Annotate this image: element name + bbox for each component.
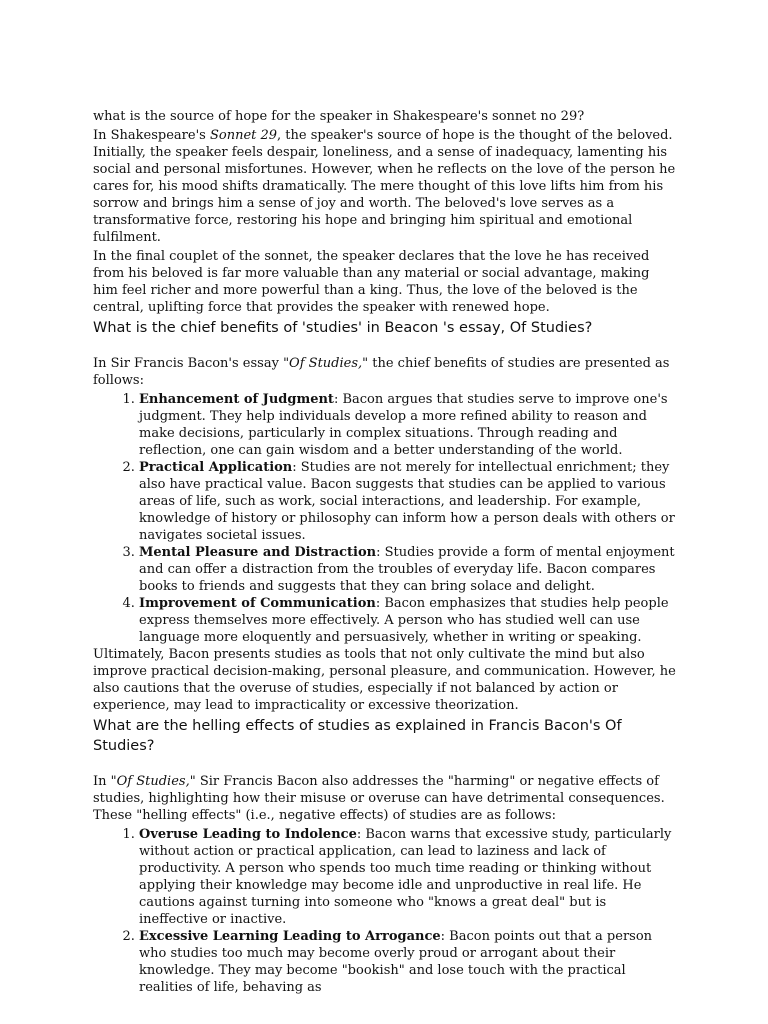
list-item-title: Excessive Learning Leading to Arrogance: [139, 929, 441, 944]
text-run: In: [93, 774, 111, 789]
text-run: Sir Francis Bacon also addresses the "harming" or negative effects of studies, highlighting how their misuse or overuse can have detrimental consequences. These "helling effects" (i.e., negative effects) of studies are as follows:: [93, 774, 665, 823]
harmful-effects-intro: [93, 773, 678, 824]
list-item-text: : Studies provide a form of mental enjoyment and can offer a distraction from the troubles of everyday life. Bacon compares books to friends and suggests that they can bring solace and delight.: [139, 545, 675, 594]
list-item-title: Enhancement of Judgment: [139, 392, 334, 407]
text-run: the chief benefits of studies are presented as follows:: [93, 356, 670, 388]
heading-benefits-of-studies: What is the chief benefits of 'studies' in Beacon 's essay, Of Studies?: [93, 320, 593, 336]
list-item-text: : Bacon warns that excessive study, particularly without action or practical application, can lead to laziness and lack of productivity. A person who spends too much time reading or thinking without applying their knowledge may become idle and unproductive in real life. He cautions against turning into someone who "knows a great deal" but is ineffective or inactive.: [139, 827, 672, 927]
text-run: In Sir Francis Bacon's essay: [93, 356, 284, 371]
benefits-list: [93, 391, 678, 646]
list-item: [139, 544, 678, 595]
answer-paragraph-1: [93, 127, 678, 246]
question-sonnet-29: what is the source of hope for the speaker in Shakespeare's sonnet no 29?: [93, 109, 585, 124]
list-item-text: : Bacon points out that a person who studies too much may become overly proud or arrogant about their knowledge. They may become "bookish" and lose touch with the practical realities of life, behaving as: [139, 929, 653, 995]
text-run: In Shakespeare's: [93, 128, 210, 143]
italic-title: "Of Studies,": [283, 356, 369, 371]
benefits-intro: [93, 355, 678, 389]
document-page: [93, 108, 678, 996]
benefits-conclusion: Ultimately, Bacon presents studies as tools that not only cultivate the mind but also improve practical decision-making, personal pleasure, and communication. However, he also cautions that the overuse of studies, especially if not balanced by action or experience, may lead to impracticality or excessive theorization.: [93, 647, 676, 713]
list-item: [139, 595, 678, 646]
list-item-title: Practical Application: [139, 460, 293, 475]
list-item: [139, 391, 678, 459]
heading-harmful-effects: What are the helling effects of studies as explained in Francis Bacon's Of Studies?: [93, 718, 622, 754]
italic-title: "Of Studies,": [110, 774, 196, 789]
list-item: [139, 459, 678, 544]
list-item-text: : Studies are not merely for intellectual enrichment; they also have practical value. Bacon suggests that studies can be applied to various areas of life, such as work, social interactions, and leadership. For example, knowledge of history or philosophy can inform how a person deals with others or navigates societal issues.: [139, 460, 675, 543]
harmful-effects-list: [93, 826, 678, 996]
answer-paragraph-2: In the final couplet of the sonnet, the speaker declares that the love he has received from his beloved is far more valuable than any material or social advantage, making him feel richer and more powerful than a king. Thus, the love of the beloved is the central, uplifting force that provides the speaker with renewed hope.: [93, 249, 650, 315]
italic-title: Sonnet 29: [209, 128, 278, 143]
list-item-text: : Bacon emphasizes that studies help people express themselves more effectively. A person who has studied well can use language more eloquently and persuasively, whether in writing or speaking.: [139, 596, 669, 645]
list-item-title: Overuse Leading to Indolence: [139, 827, 357, 842]
list-item: [139, 826, 678, 928]
list-item-title: Improvement of Communication: [139, 596, 376, 611]
list-item-text: : Bacon argues that studies serve to improve one's judgment. They help individuals develop a more refined ability to reason and make decisions, particularly in complex situations. Through reading and reflection, one can gain wisdom and a better understanding of the world.: [139, 392, 668, 458]
list-item-title: Mental Pleasure and Distraction: [139, 545, 377, 560]
list-item: [139, 928, 678, 996]
text-run: , the speaker's source of hope is the thought of the beloved. Initially, the speaker feels despair, loneliness, and a sense of inadequacy, lamenting his social and personal misfortunes. However, when he reflects on the love of the person he cares for, his mood shifts dramatically. The mere thought of this love lifts him from his sorrow and brings him a sense of joy and worth. The beloved's love serves as a transformative force, restoring his hope and bringing him spiritual and emotional fulfilment.: [93, 128, 676, 245]
